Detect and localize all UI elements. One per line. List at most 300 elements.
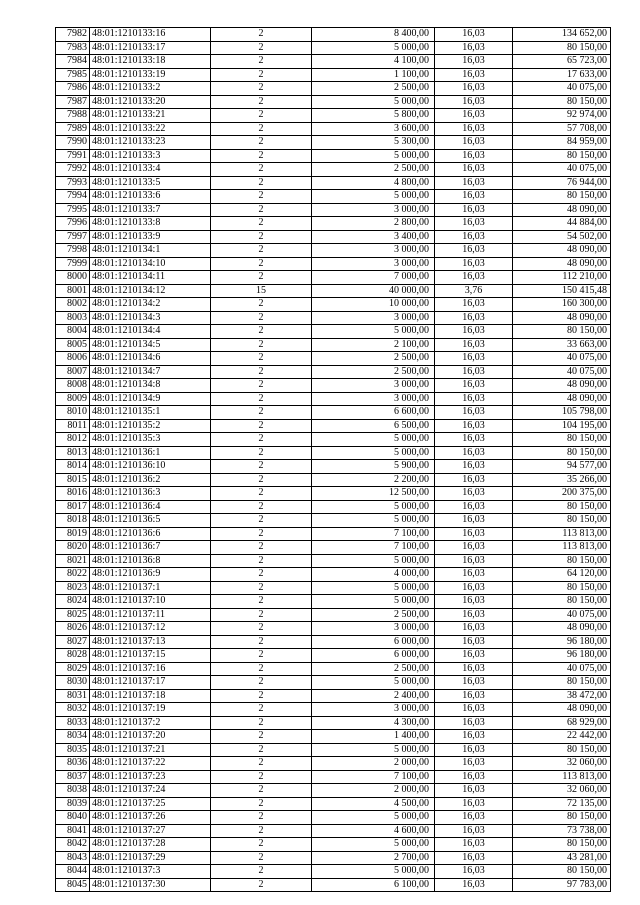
area-cell: 3 000,00 (312, 257, 435, 271)
table-row (56, 595, 611, 609)
table-row (56, 352, 611, 366)
row-number-cell: 8008 (56, 379, 90, 393)
unit-value-cell: 16,03 (435, 136, 513, 150)
row-number-cell: 8042 (56, 838, 90, 852)
category-code-cell: 2 (211, 662, 312, 676)
table-row (56, 743, 611, 757)
cadastral-number-cell: 48:01:1210137:28 (90, 838, 211, 852)
row-number-cell: 8010 (56, 406, 90, 420)
category-code-cell: 2 (211, 676, 312, 690)
category-code-cell: 2 (211, 419, 312, 433)
cadastral-number-cell: 48:01:1210137:19 (90, 703, 211, 717)
table-row (56, 689, 611, 703)
category-code-cell: 2 (211, 878, 312, 892)
unit-value-cell: 16,03 (435, 473, 513, 487)
cadastral-number-cell: 48:01:1210137:16 (90, 662, 211, 676)
table-row (56, 176, 611, 190)
cadastral-number-cell: 48:01:1210137:13 (90, 635, 211, 649)
table-row (56, 514, 611, 528)
row-number-cell: 8037 (56, 770, 90, 784)
category-code-cell: 2 (211, 122, 312, 136)
category-code-cell: 2 (211, 716, 312, 730)
cadastral-value-cell: 40 075,00 (513, 352, 611, 366)
cadastral-number-cell: 48:01:1210133:18 (90, 55, 211, 69)
cadastral-value-cell: 40 075,00 (513, 365, 611, 379)
area-cell: 5 800,00 (312, 109, 435, 123)
unit-value-cell: 16,03 (435, 541, 513, 555)
cadastral-value-cell: 48 090,00 (513, 257, 611, 271)
row-number-cell: 8022 (56, 568, 90, 582)
area-cell: 12 500,00 (312, 487, 435, 501)
category-code-cell: 2 (211, 838, 312, 852)
category-code-cell: 2 (211, 649, 312, 663)
unit-value-cell: 16,03 (435, 433, 513, 447)
unit-value-cell: 16,03 (435, 190, 513, 204)
table-row (56, 811, 611, 825)
cadastral-number-cell: 48:01:1210133:16 (90, 28, 211, 42)
cadastral-number-cell: 48:01:1210136:6 (90, 527, 211, 541)
cadastral-number-cell: 48:01:1210136:7 (90, 541, 211, 555)
category-code-cell: 2 (211, 230, 312, 244)
row-number-cell: 8002 (56, 298, 90, 312)
table-row (56, 568, 611, 582)
row-number-cell: 7985 (56, 68, 90, 82)
area-cell: 4 100,00 (312, 55, 435, 69)
cadastral-number-cell: 48:01:1210134:2 (90, 298, 211, 312)
row-number-cell: 8036 (56, 757, 90, 771)
table-row (56, 28, 611, 42)
cadastral-value-cell: 64 120,00 (513, 568, 611, 582)
table-row (56, 784, 611, 798)
category-code-cell: 2 (211, 190, 312, 204)
cadastral-value-cell: 40 075,00 (513, 163, 611, 177)
area-cell: 3 000,00 (312, 622, 435, 636)
category-code-cell: 2 (211, 500, 312, 514)
category-code-cell: 2 (211, 581, 312, 595)
area-cell: 5 000,00 (312, 554, 435, 568)
table-row (56, 41, 611, 55)
category-code-cell: 2 (211, 203, 312, 217)
category-code-cell: 2 (211, 797, 312, 811)
cadastral-number-cell: 48:01:1210135:1 (90, 406, 211, 420)
category-code-cell: 2 (211, 217, 312, 231)
cadastral-value-cell: 113 813,00 (513, 527, 611, 541)
category-code-cell: 2 (211, 595, 312, 609)
cadastral-value-cell: 80 150,00 (513, 149, 611, 163)
cadastral-number-cell: 48:01:1210137:27 (90, 824, 211, 838)
cadastral-number-cell: 48:01:1210133:22 (90, 122, 211, 136)
row-number-cell: 7986 (56, 82, 90, 96)
row-number-cell: 8045 (56, 878, 90, 892)
row-number-cell: 7984 (56, 55, 90, 69)
unit-value-cell: 16,03 (435, 581, 513, 595)
cadastral-number-cell: 48:01:1210133:17 (90, 41, 211, 55)
cadastral-value-cell: 97 783,00 (513, 878, 611, 892)
area-cell: 10 000,00 (312, 298, 435, 312)
cadastral-value-cell: 105 798,00 (513, 406, 611, 420)
cadastral-number-cell: 48:01:1210134:10 (90, 257, 211, 271)
unit-value-cell: 16,03 (435, 95, 513, 109)
cadastral-value-cell: 80 150,00 (513, 838, 611, 852)
unit-value-cell: 16,03 (435, 230, 513, 244)
row-number-cell: 8035 (56, 743, 90, 757)
table-row (56, 865, 611, 879)
category-code-cell: 2 (211, 392, 312, 406)
category-code-cell: 2 (211, 365, 312, 379)
area-cell: 2 500,00 (312, 352, 435, 366)
area-cell: 6 000,00 (312, 649, 435, 663)
row-number-cell: 8027 (56, 635, 90, 649)
cadastral-value-cell: 65 723,00 (513, 55, 611, 69)
cadastral-value-cell: 48 090,00 (513, 622, 611, 636)
category-code-cell: 2 (211, 298, 312, 312)
row-number-cell: 8012 (56, 433, 90, 447)
table-row (56, 109, 611, 123)
category-code-cell: 2 (211, 136, 312, 150)
unit-value-cell: 16,03 (435, 446, 513, 460)
unit-value-cell: 16,03 (435, 595, 513, 609)
area-cell: 5 000,00 (312, 811, 435, 825)
cadastral-number-cell: 48:01:1210136:9 (90, 568, 211, 582)
table-row (56, 770, 611, 784)
unit-value-cell: 16,03 (435, 662, 513, 676)
category-code-cell: 2 (211, 514, 312, 528)
unit-value-cell: 16,03 (435, 500, 513, 514)
cadastral-value-cell: 150 415,48 (513, 284, 611, 298)
row-number-cell: 7990 (56, 136, 90, 150)
cadastral-value-cell: 40 075,00 (513, 662, 611, 676)
cadastral-number-cell: 48:01:1210136:1 (90, 446, 211, 460)
cadastral-number-cell: 48:01:1210134:9 (90, 392, 211, 406)
cadastral-value-cell: 113 813,00 (513, 770, 611, 784)
area-cell: 6 500,00 (312, 419, 435, 433)
area-cell: 2 500,00 (312, 82, 435, 96)
unit-value-cell: 16,03 (435, 379, 513, 393)
cadastral-number-cell: 48:01:1210137:18 (90, 689, 211, 703)
row-number-cell: 8043 (56, 851, 90, 865)
unit-value-cell: 16,03 (435, 689, 513, 703)
row-number-cell: 8029 (56, 662, 90, 676)
row-number-cell: 8001 (56, 284, 90, 298)
table-row (56, 68, 611, 82)
cadastral-number-cell: 48:01:1210137:15 (90, 649, 211, 663)
area-cell: 5 000,00 (312, 95, 435, 109)
area-cell: 5 000,00 (312, 676, 435, 690)
area-cell: 2 700,00 (312, 851, 435, 865)
unit-value-cell: 16,03 (435, 770, 513, 784)
cadastral-value-cell: 80 150,00 (513, 446, 611, 460)
unit-value-cell: 16,03 (435, 338, 513, 352)
cadastral-value-cell: 80 150,00 (513, 743, 611, 757)
unit-value-cell: 16,03 (435, 365, 513, 379)
unit-value-cell: 16,03 (435, 176, 513, 190)
category-code-cell: 2 (211, 446, 312, 460)
row-number-cell: 8007 (56, 365, 90, 379)
category-code-cell: 2 (211, 824, 312, 838)
category-code-cell: 2 (211, 68, 312, 82)
unit-value-cell: 16,03 (435, 527, 513, 541)
category-code-cell: 2 (211, 554, 312, 568)
category-code-cell: 2 (211, 851, 312, 865)
area-cell: 7 100,00 (312, 770, 435, 784)
table-row (56, 257, 611, 271)
table-row (56, 298, 611, 312)
area-cell: 2 500,00 (312, 662, 435, 676)
area-cell: 2 000,00 (312, 784, 435, 798)
cadastral-value-cell: 48 090,00 (513, 244, 611, 258)
table-row (56, 649, 611, 663)
row-number-cell: 7988 (56, 109, 90, 123)
row-number-cell: 8041 (56, 824, 90, 838)
unit-value-cell: 16,03 (435, 244, 513, 258)
unit-value-cell: 16,03 (435, 824, 513, 838)
cadastral-value-cell: 80 150,00 (513, 554, 611, 568)
category-code-cell: 2 (211, 541, 312, 555)
cadastral-value-cell: 72 135,00 (513, 797, 611, 811)
table-row (56, 338, 611, 352)
category-code-cell: 2 (211, 109, 312, 123)
row-number-cell: 8034 (56, 730, 90, 744)
row-number-cell: 7998 (56, 244, 90, 258)
cadastral-number-cell: 48:01:1210133:2 (90, 82, 211, 96)
cadastral-value-cell: 200 375,00 (513, 487, 611, 501)
cadastral-number-cell: 48:01:1210137:11 (90, 608, 211, 622)
category-code-cell: 2 (211, 473, 312, 487)
area-cell: 3 600,00 (312, 122, 435, 136)
area-cell: 4 800,00 (312, 176, 435, 190)
cadastral-number-cell: 48:01:1210137:17 (90, 676, 211, 690)
unit-value-cell: 16,03 (435, 352, 513, 366)
row-number-cell: 8023 (56, 581, 90, 595)
unit-value-cell: 3,76 (435, 284, 513, 298)
area-cell: 4 000,00 (312, 568, 435, 582)
area-cell: 1 100,00 (312, 68, 435, 82)
cadastral-value-cell: 80 150,00 (513, 325, 611, 339)
table-row (56, 406, 611, 420)
unit-value-cell: 16,03 (435, 298, 513, 312)
cadastral-value-cell: 48 090,00 (513, 379, 611, 393)
unit-value-cell: 16,03 (435, 865, 513, 879)
area-cell: 6 000,00 (312, 635, 435, 649)
unit-value-cell: 16,03 (435, 716, 513, 730)
unit-value-cell: 16,03 (435, 622, 513, 636)
table-body (56, 28, 611, 892)
table-row (56, 244, 611, 258)
category-code-cell: 2 (211, 433, 312, 447)
unit-value-cell: 16,03 (435, 514, 513, 528)
cadastral-value-cell: 80 150,00 (513, 500, 611, 514)
category-code-cell: 2 (211, 55, 312, 69)
unit-value-cell: 16,03 (435, 325, 513, 339)
area-cell: 5 000,00 (312, 581, 435, 595)
area-cell: 3 000,00 (312, 703, 435, 717)
area-cell: 2 800,00 (312, 217, 435, 231)
area-cell: 7 000,00 (312, 271, 435, 285)
cadastral-number-cell: 48:01:1210134:12 (90, 284, 211, 298)
cadastral-value-cell: 80 150,00 (513, 41, 611, 55)
category-code-cell: 2 (211, 379, 312, 393)
cadastral-number-cell: 48:01:1210134:3 (90, 311, 211, 325)
table-row (56, 838, 611, 852)
row-number-cell: 8040 (56, 811, 90, 825)
cadastral-value-table (55, 27, 611, 892)
unit-value-cell: 16,03 (435, 730, 513, 744)
row-number-cell: 8009 (56, 392, 90, 406)
category-code-cell: 2 (211, 325, 312, 339)
category-code-cell: 2 (211, 689, 312, 703)
cadastral-value-cell: 48 090,00 (513, 203, 611, 217)
row-number-cell: 8006 (56, 352, 90, 366)
area-cell: 8 400,00 (312, 28, 435, 42)
table-row (56, 608, 611, 622)
area-cell: 5 000,00 (312, 743, 435, 757)
cadastral-number-cell: 48:01:1210134:8 (90, 379, 211, 393)
table-row (56, 757, 611, 771)
area-cell: 2 100,00 (312, 338, 435, 352)
area-cell: 40 000,00 (312, 284, 435, 298)
row-number-cell: 8019 (56, 527, 90, 541)
row-number-cell: 8015 (56, 473, 90, 487)
table-row (56, 716, 611, 730)
unit-value-cell: 16,03 (435, 271, 513, 285)
category-code-cell: 2 (211, 730, 312, 744)
row-number-cell: 7987 (56, 95, 90, 109)
cadastral-value-cell: 48 090,00 (513, 703, 611, 717)
cadastral-value-cell: 160 300,00 (513, 298, 611, 312)
unit-value-cell: 16,03 (435, 257, 513, 271)
category-code-cell: 2 (211, 271, 312, 285)
cadastral-value-cell: 40 075,00 (513, 608, 611, 622)
table-row (56, 500, 611, 514)
table-row (56, 82, 611, 96)
cadastral-number-cell: 48:01:1210137:22 (90, 757, 211, 771)
cadastral-number-cell: 48:01:1210137:20 (90, 730, 211, 744)
area-cell: 2 500,00 (312, 365, 435, 379)
table-row (56, 122, 611, 136)
cadastral-value-cell: 68 929,00 (513, 716, 611, 730)
category-code-cell: 2 (211, 163, 312, 177)
unit-value-cell: 16,03 (435, 82, 513, 96)
area-cell: 4 600,00 (312, 824, 435, 838)
area-cell: 5 000,00 (312, 500, 435, 514)
category-code-cell: 2 (211, 811, 312, 825)
cadastral-number-cell: 48:01:1210137:10 (90, 595, 211, 609)
area-cell: 6 100,00 (312, 878, 435, 892)
cadastral-number-cell: 48:01:1210134:6 (90, 352, 211, 366)
cadastral-number-cell: 48:01:1210137:25 (90, 797, 211, 811)
cadastral-number-cell: 48:01:1210136:5 (90, 514, 211, 528)
cadastral-value-cell: 43 281,00 (513, 851, 611, 865)
area-cell: 3 000,00 (312, 311, 435, 325)
table-row (56, 635, 611, 649)
cadastral-number-cell: 48:01:1210134:5 (90, 338, 211, 352)
unit-value-cell: 16,03 (435, 811, 513, 825)
cadastral-value-cell: 80 150,00 (513, 581, 611, 595)
category-code-cell: 2 (211, 41, 312, 55)
row-number-cell: 8000 (56, 271, 90, 285)
cadastral-number-cell: 48:01:1210133:5 (90, 176, 211, 190)
cadastral-value-cell: 96 180,00 (513, 649, 611, 663)
cadastral-value-cell: 80 150,00 (513, 190, 611, 204)
area-cell: 7 100,00 (312, 541, 435, 555)
row-number-cell: 8011 (56, 419, 90, 433)
cadastral-number-cell: 48:01:1210133:3 (90, 149, 211, 163)
cadastral-value-cell: 80 150,00 (513, 95, 611, 109)
cadastral-number-cell: 48:01:1210136:3 (90, 487, 211, 501)
table-row (56, 676, 611, 690)
area-cell: 1 400,00 (312, 730, 435, 744)
table-row (56, 271, 611, 285)
unit-value-cell: 16,03 (435, 311, 513, 325)
category-code-cell: 2 (211, 176, 312, 190)
table-row (56, 460, 611, 474)
area-cell: 3 000,00 (312, 392, 435, 406)
table-row (56, 730, 611, 744)
area-cell: 5 000,00 (312, 325, 435, 339)
cadastral-number-cell: 48:01:1210137:21 (90, 743, 211, 757)
area-cell: 5 000,00 (312, 446, 435, 460)
table-row (56, 541, 611, 555)
unit-value-cell: 16,03 (435, 163, 513, 177)
table-row (56, 446, 611, 460)
table-row (56, 379, 611, 393)
unit-value-cell: 16,03 (435, 203, 513, 217)
table-row (56, 190, 611, 204)
unit-value-cell: 16,03 (435, 568, 513, 582)
table-row (56, 55, 611, 69)
unit-value-cell: 16,03 (435, 851, 513, 865)
category-code-cell: 2 (211, 28, 312, 42)
category-code-cell: 2 (211, 568, 312, 582)
category-code-cell: 2 (211, 635, 312, 649)
cadastral-number-cell: 48:01:1210133:23 (90, 136, 211, 150)
cadastral-value-cell: 35 266,00 (513, 473, 611, 487)
cadastral-value-cell: 113 813,00 (513, 541, 611, 555)
cadastral-number-cell: 48:01:1210133:8 (90, 217, 211, 231)
cadastral-number-cell: 48:01:1210137:12 (90, 622, 211, 636)
row-number-cell: 8028 (56, 649, 90, 663)
area-cell: 6 600,00 (312, 406, 435, 420)
row-number-cell: 8003 (56, 311, 90, 325)
cadastral-number-cell: 48:01:1210133:6 (90, 190, 211, 204)
unit-value-cell: 16,03 (435, 635, 513, 649)
cadastral-number-cell: 48:01:1210133:9 (90, 230, 211, 244)
cadastral-value-cell: 104 195,00 (513, 419, 611, 433)
table-row (56, 581, 611, 595)
category-code-cell: 2 (211, 757, 312, 771)
category-code-cell: 2 (211, 95, 312, 109)
cadastral-value-cell: 32 060,00 (513, 757, 611, 771)
cadastral-value-cell: 38 472,00 (513, 689, 611, 703)
row-number-cell: 8032 (56, 703, 90, 717)
category-code-cell: 2 (211, 527, 312, 541)
category-code-cell: 2 (211, 608, 312, 622)
category-code-cell: 2 (211, 352, 312, 366)
table-row (56, 527, 611, 541)
table-row (56, 311, 611, 325)
cadastral-number-cell: 48:01:1210136:8 (90, 554, 211, 568)
cadastral-value-cell: 80 150,00 (513, 595, 611, 609)
row-number-cell: 7999 (56, 257, 90, 271)
row-number-cell: 7991 (56, 149, 90, 163)
row-number-cell: 8004 (56, 325, 90, 339)
unit-value-cell: 16,03 (435, 838, 513, 852)
unit-value-cell: 16,03 (435, 217, 513, 231)
cadastral-value-cell: 80 150,00 (513, 811, 611, 825)
unit-value-cell: 16,03 (435, 554, 513, 568)
row-number-cell: 8030 (56, 676, 90, 690)
row-number-cell: 8031 (56, 689, 90, 703)
